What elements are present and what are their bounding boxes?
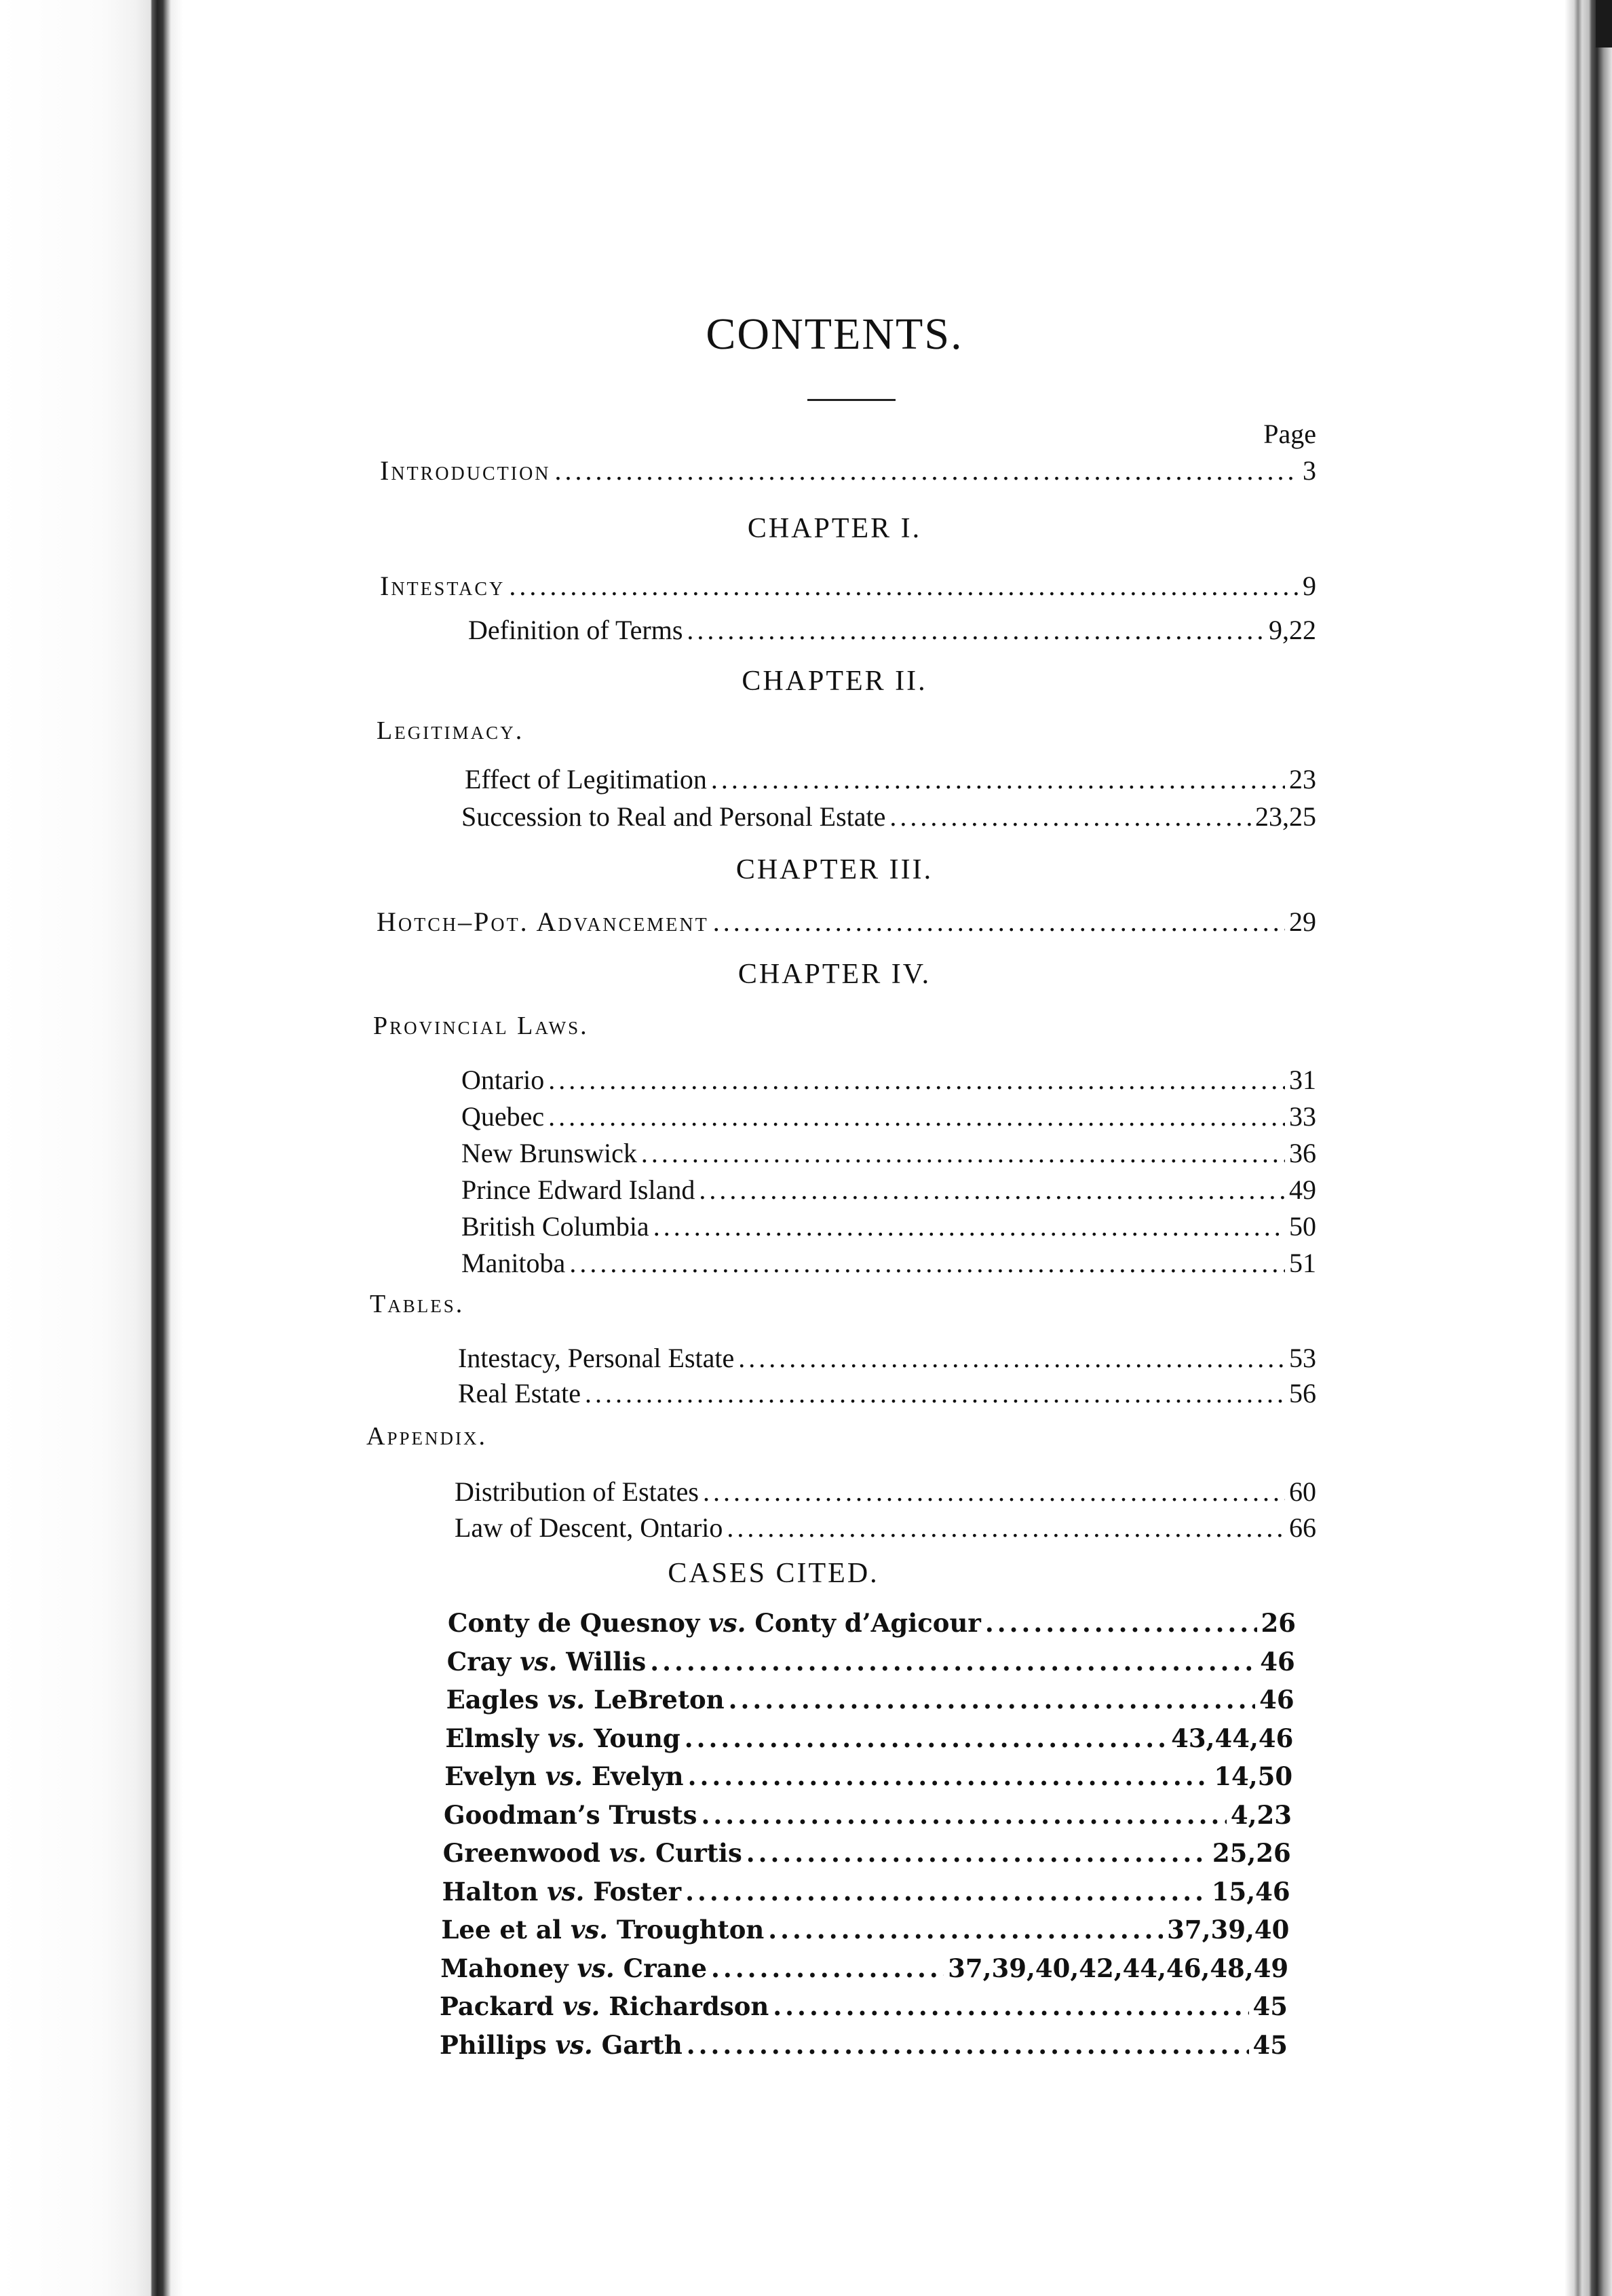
leader-dots xyxy=(687,614,1265,646)
leader-dots xyxy=(711,763,1285,795)
case-party-b: Crane xyxy=(623,1953,707,1983)
leader-dots xyxy=(738,1342,1285,1374)
case-versus: vs. xyxy=(548,1723,586,1753)
case-versus: vs. xyxy=(547,1876,585,1907)
case-versus: vs. xyxy=(555,2029,593,2060)
case-party-a: Elmsly xyxy=(445,1723,539,1753)
leader-dots xyxy=(685,1723,1167,1753)
toc-entry-page: 3 xyxy=(1303,455,1316,486)
leader-dots xyxy=(650,1647,1256,1677)
case-party-a: Cray xyxy=(446,1646,512,1677)
case-party-a: Evelyn xyxy=(444,1761,537,1791)
case-party-a: Packard xyxy=(440,1991,554,2021)
toc-entry-page: 29 xyxy=(1289,906,1316,937)
case-page: 43,44,46 xyxy=(1171,1723,1294,1753)
page-title: CONTENTS. xyxy=(706,309,963,359)
case-party-b: Young xyxy=(594,1723,680,1753)
leader-dots xyxy=(641,1137,1285,1169)
case-page: 46 xyxy=(1259,1685,1294,1715)
case-name xyxy=(443,1838,742,1868)
group-heading-appendix: Appendix. xyxy=(366,1422,487,1451)
page-corner-mark xyxy=(1596,0,1612,47)
page-edge-right xyxy=(1565,0,1612,2296)
case-cited-row[interactable] xyxy=(440,1991,1288,2021)
toc-entry-label: Prince Edward Island xyxy=(461,1174,695,1205)
toc-entry-page: 50 xyxy=(1289,1211,1316,1242)
leader-dots xyxy=(711,1953,944,1983)
toc-entry-intestacy-personal-estate[interactable] xyxy=(458,1342,1316,1374)
toc-entry-label: Distribution of Estates xyxy=(455,1476,699,1507)
case-versus: vs. xyxy=(708,1608,746,1638)
leader-dots xyxy=(585,1377,1285,1409)
case-cited-row[interactable] xyxy=(444,1800,1292,1830)
case-name xyxy=(440,2030,683,2060)
toc-entry-page: 53 xyxy=(1289,1343,1316,1373)
toc-entry-label: Real Estate xyxy=(458,1378,581,1409)
case-page: 25,26 xyxy=(1212,1838,1291,1868)
leader-dots xyxy=(713,906,1285,938)
case-party-a: Eagles xyxy=(446,1685,539,1715)
leader-dots xyxy=(688,1761,1210,1791)
case-name xyxy=(446,1685,725,1715)
case-cited-row[interactable] xyxy=(444,1761,1292,1791)
toc-entry-ontario[interactable] xyxy=(461,1064,1316,1096)
toc-entry-distribution-of-estates[interactable] xyxy=(455,1476,1316,1508)
case-name xyxy=(441,1915,764,1945)
toc-entry-introduction[interactable] xyxy=(380,455,1316,486)
chapter-heading-2: CHAPTER II. xyxy=(742,666,927,697)
leader-dots xyxy=(768,1915,1163,1945)
toc-entry-page: 23 xyxy=(1289,764,1316,795)
case-page: 14,50 xyxy=(1214,1761,1293,1791)
toc-entry-page: 66 xyxy=(1289,1512,1316,1543)
case-cited-row[interactable] xyxy=(440,1953,1288,1983)
toc-entry-label: Intestacy, Personal Estate xyxy=(458,1343,735,1373)
case-cited-row[interactable] xyxy=(448,1608,1296,1638)
case-page: 26 xyxy=(1261,1608,1296,1638)
toc-entry-page: 9 xyxy=(1303,571,1316,601)
case-page: 45 xyxy=(1252,2029,1288,2060)
case-party-b: Foster xyxy=(593,1876,682,1907)
toc-entry-british-columbia[interactable] xyxy=(461,1210,1316,1242)
leader-dots xyxy=(701,1800,1226,1830)
toc-entry-page: 36 xyxy=(1289,1138,1316,1168)
leader-dots xyxy=(685,1877,1208,1907)
toc-entry-law-of-descent[interactable] xyxy=(455,1512,1316,1544)
case-name xyxy=(440,1991,769,2021)
case-name xyxy=(444,1800,697,1830)
toc-entry-definition[interactable] xyxy=(468,614,1316,646)
page-gutter-left xyxy=(0,0,183,2296)
case-versus: vs. xyxy=(547,1685,586,1715)
toc-entry-effect[interactable] xyxy=(465,763,1316,795)
chapter-heading-4: CHAPTER IV. xyxy=(737,959,932,990)
case-name xyxy=(442,1877,682,1907)
case-party-a: Phillips xyxy=(440,2029,547,2060)
group-heading-legitimacy: Legitimacy. xyxy=(377,716,524,745)
leader-dots xyxy=(729,1685,1255,1715)
case-party-b: Garth xyxy=(601,2029,683,2060)
case-versus: vs. xyxy=(577,1953,615,1983)
leader-dots xyxy=(653,1210,1285,1242)
case-name xyxy=(447,1647,646,1677)
leader-dots xyxy=(985,1608,1257,1638)
toc-entry-page: 60 xyxy=(1289,1476,1316,1507)
toc-entry-page: 9,22 xyxy=(1269,615,1316,645)
case-versus: vs. xyxy=(545,1761,583,1791)
toc-entry-label: Ontario xyxy=(461,1065,545,1095)
toc-entry-label: Quebec xyxy=(461,1101,545,1132)
toc-entry-label: New Brunswick xyxy=(461,1138,637,1168)
leader-dots xyxy=(548,1101,1285,1132)
case-party-a: Goodman’s Trusts xyxy=(444,1799,697,1830)
toc-entry-intestacy[interactable] xyxy=(380,570,1316,602)
toc-entry-label: Succession to Real and Personal Estate xyxy=(461,801,886,832)
case-versus: vs. xyxy=(520,1646,558,1677)
case-party-a: Greenwood xyxy=(442,1838,600,1868)
toc-entry-prince-edward-island[interactable] xyxy=(461,1174,1316,1206)
case-page: 4,23 xyxy=(1230,1799,1292,1830)
case-party-b: Willis xyxy=(566,1646,647,1677)
cases-cited-heading: CASES CITED. xyxy=(668,1558,879,1589)
leader-dots xyxy=(703,1476,1285,1508)
chapter-heading-3: CHAPTER III. xyxy=(735,854,934,885)
case-cited-row[interactable] xyxy=(447,1647,1295,1677)
case-party-b: Conty d’Agicour xyxy=(754,1608,981,1638)
case-page: 45 xyxy=(1252,1991,1288,2021)
case-cited-row[interactable] xyxy=(445,1723,1293,1753)
case-versus: vs. xyxy=(562,1991,600,2021)
leader-dots xyxy=(548,1064,1285,1096)
case-party-a: Halton xyxy=(442,1876,539,1907)
case-cited-row[interactable] xyxy=(443,1838,1291,1868)
case-name xyxy=(448,1608,981,1638)
case-cited-row[interactable] xyxy=(441,1915,1289,1945)
leader-dots xyxy=(509,570,1299,602)
case-name xyxy=(445,1723,680,1753)
leader-dots xyxy=(555,455,1299,486)
case-cited-row[interactable] xyxy=(442,1877,1290,1907)
leader-dots xyxy=(569,1247,1285,1279)
toc-entry-manitoba[interactable] xyxy=(461,1247,1316,1279)
case-versus: vs. xyxy=(609,1838,647,1868)
toc-entry-label: Law of Descent, Ontario xyxy=(455,1512,723,1543)
leader-dots xyxy=(699,1174,1285,1206)
leader-dots xyxy=(746,1838,1208,1868)
toc-entry-page: 31 xyxy=(1289,1065,1316,1095)
leader-dots xyxy=(773,1991,1248,2021)
toc-entry-page: 51 xyxy=(1289,1248,1316,1278)
toc-entry-quebec[interactable] xyxy=(461,1101,1316,1132)
toc-entry-label: Definition of Terms xyxy=(468,615,683,645)
case-page: 15,46 xyxy=(1211,1876,1290,1907)
group-heading-provincial-laws: Provincial Laws. xyxy=(373,1012,589,1040)
leader-dots xyxy=(889,801,1251,833)
case-page: 37,39,40 xyxy=(1167,1915,1290,1945)
case-versus: vs. xyxy=(570,1915,609,1945)
group-heading-tables: Tables. xyxy=(370,1290,465,1318)
toc-entry-real-estate[interactable] xyxy=(458,1377,1316,1409)
toc-entry-new-brunswick[interactable] xyxy=(461,1137,1316,1169)
toc-entry-succession[interactable] xyxy=(461,801,1316,833)
page-column-label: Page xyxy=(1263,419,1316,449)
toc-entry-label: Introduction xyxy=(380,455,551,486)
case-party-a: Lee et al xyxy=(441,1915,562,1945)
case-name xyxy=(440,1953,707,1983)
case-party-b: LeBreton xyxy=(594,1685,725,1715)
contents-page xyxy=(353,0,1316,2296)
case-party-b: Evelyn xyxy=(591,1761,684,1791)
toc-entry-label: Effect of Legitimation xyxy=(465,764,707,795)
case-cited-row[interactable] xyxy=(440,2030,1288,2060)
toc-entry-label: Intestacy xyxy=(380,571,505,601)
case-party-a: Conty de Quesnoy xyxy=(448,1608,700,1638)
toc-entry-page: 49 xyxy=(1289,1174,1316,1205)
case-party-b: Richardson xyxy=(609,1991,769,2021)
case-page: 37,39,40,42,44,46,48,49 xyxy=(948,1953,1289,1983)
case-page: 46 xyxy=(1260,1646,1295,1677)
case-party-b: Curtis xyxy=(655,1838,742,1868)
toc-entry-hotch-pot[interactable] xyxy=(377,906,1316,938)
title-rule xyxy=(807,399,896,401)
chapter-heading-1: CHAPTER I. xyxy=(747,513,922,544)
case-name xyxy=(444,1761,683,1791)
case-party-a: Mahoney xyxy=(440,1953,569,1983)
case-cited-row[interactable] xyxy=(446,1685,1294,1715)
toc-entry-label: Hotch–Pot. Advancement xyxy=(377,906,709,937)
case-party-b: Troughton xyxy=(616,1915,765,1945)
toc-entry-page: 33 xyxy=(1289,1101,1316,1132)
toc-entry-label: British Columbia xyxy=(461,1211,649,1242)
toc-entry-page: 23,25 xyxy=(1255,801,1316,832)
leader-dots xyxy=(687,2030,1249,2060)
toc-entry-page: 56 xyxy=(1289,1378,1316,1409)
leader-dots xyxy=(727,1512,1285,1544)
toc-entry-label: Manitoba xyxy=(461,1248,566,1278)
